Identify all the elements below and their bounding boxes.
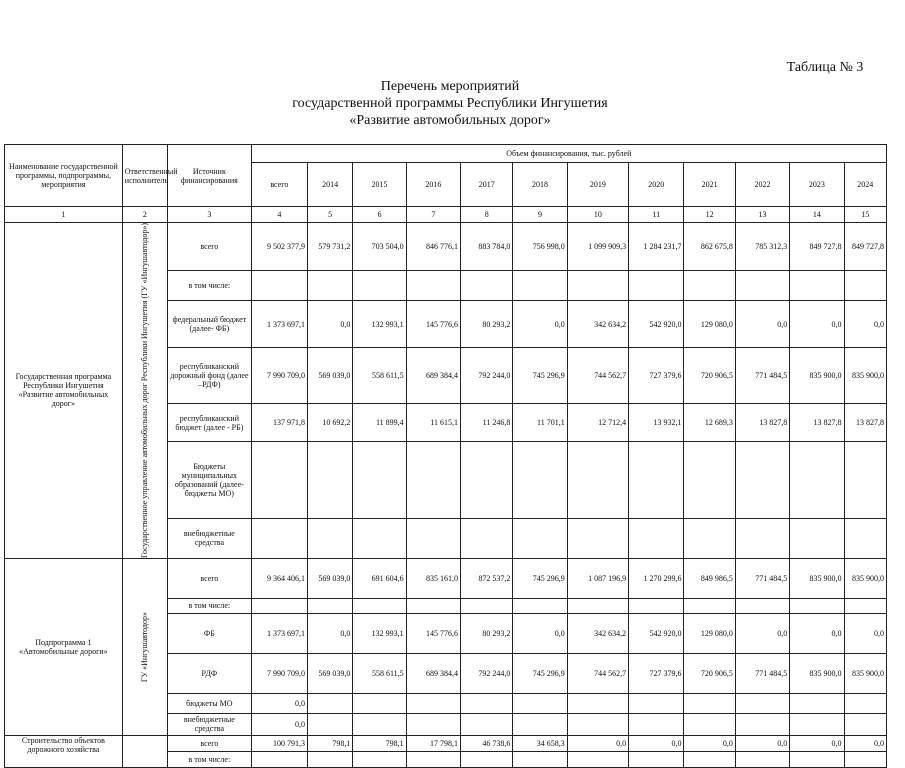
value-cell — [406, 713, 460, 735]
value-cell: 0,0 — [308, 613, 353, 653]
table-row — [5, 223, 887, 271]
value-cell: 744 562,7 — [567, 347, 628, 403]
program-responsible — [122, 223, 167, 559]
value-cell: 835 161,0 — [406, 558, 460, 598]
value-cell — [308, 598, 353, 613]
header-column-number: 2 — [122, 207, 167, 223]
header-name: Наименование государственной программы, подпрограммы, мероприятия — [5, 145, 123, 207]
value-cell: 137 971,8 — [251, 404, 307, 442]
value-cell: 835 900,0 — [844, 558, 886, 598]
value-cell: 7 990 709,0 — [251, 653, 307, 693]
header-column-number: 10 — [567, 207, 628, 223]
value-cell: 745 296,9 — [513, 347, 567, 403]
value-cell: 129 080,0 — [684, 613, 735, 653]
header-column-number: 6 — [353, 207, 406, 223]
source-label: всего — [168, 735, 252, 751]
value-cell: 1 373 697,1 — [251, 301, 307, 347]
value-cell — [308, 518, 353, 558]
source-label: внебюджетные средства — [168, 518, 252, 558]
title-line-3: «Развитие автомобильных дорог» — [349, 113, 551, 128]
source-label: в том числе: — [168, 751, 252, 767]
header-column-number: 14 — [790, 207, 844, 223]
value-cell: 129 080,0 — [684, 301, 735, 347]
value-cell — [353, 693, 406, 713]
value-cell: 835 900,0 — [790, 653, 844, 693]
header-year: 2023 — [790, 163, 844, 207]
value-cell — [567, 751, 628, 767]
header-source: Источник финансирования — [168, 145, 252, 207]
value-cell: 689 384,4 — [406, 653, 460, 693]
value-cell: 0,0 — [844, 613, 886, 653]
value-cell — [629, 713, 684, 735]
value-cell: 771 484,5 — [735, 558, 789, 598]
value-cell: 745 296,9 — [513, 653, 567, 693]
value-cell — [406, 751, 460, 767]
value-cell — [461, 693, 513, 713]
value-cell — [353, 713, 406, 735]
header-column-number: 13 — [735, 207, 789, 223]
value-cell — [513, 442, 567, 518]
value-cell: 11 615,1 — [406, 404, 460, 442]
value-cell: 11 899,4 — [353, 404, 406, 442]
value-cell — [684, 518, 735, 558]
value-cell: 145 776,6 — [406, 613, 460, 653]
value-cell — [844, 751, 886, 767]
value-cell — [567, 598, 628, 613]
source-label: в том числе: — [168, 598, 252, 613]
header-column-number: 4 — [251, 207, 307, 223]
value-cell: 849 727,8 — [844, 223, 886, 271]
source-label: ФБ — [168, 613, 252, 653]
header-year: 2015 — [353, 163, 406, 207]
value-cell: 771 484,5 — [735, 347, 789, 403]
header-column-number: 15 — [844, 207, 886, 223]
value-cell: 1 284 231,7 — [629, 223, 684, 271]
value-cell — [251, 751, 307, 767]
header-year: 2020 — [629, 163, 684, 207]
value-cell: 720 906,5 — [684, 347, 735, 403]
subprogram-responsible-text: ГУ «Ингушавтодор» — [140, 611, 150, 683]
value-cell — [513, 751, 567, 767]
value-cell — [735, 518, 789, 558]
source-label: в том числе: — [168, 271, 252, 301]
value-cell: 1 270 299,6 — [629, 558, 684, 598]
value-cell: 10 692,2 — [308, 404, 353, 442]
value-cell — [844, 693, 886, 713]
header-total: всего — [251, 163, 307, 207]
value-cell — [406, 518, 460, 558]
value-cell: 9 502 377,9 — [251, 223, 307, 271]
header-financing-group: Объем финансирования, тыс. рублей — [251, 145, 886, 163]
value-cell — [844, 271, 886, 301]
value-cell — [513, 598, 567, 613]
value-cell — [308, 693, 353, 713]
value-cell: 0,0 — [308, 301, 353, 347]
value-cell: 342 634,2 — [567, 613, 628, 653]
value-cell: 720 906,5 — [684, 653, 735, 693]
value-cell — [790, 271, 844, 301]
value-cell — [567, 518, 628, 558]
value-cell — [353, 442, 406, 518]
value-cell — [513, 271, 567, 301]
header-year: 2022 — [735, 163, 789, 207]
value-cell — [251, 271, 307, 301]
value-cell — [844, 598, 886, 613]
value-cell — [513, 518, 567, 558]
construction-name: Строительство объектов дорожного хозяйства — [5, 735, 123, 767]
value-cell — [735, 713, 789, 735]
value-cell — [406, 442, 460, 518]
value-cell: 798,1 — [353, 735, 406, 751]
value-cell: 558 611,5 — [353, 653, 406, 693]
value-cell — [629, 271, 684, 301]
value-cell: 0,0 — [684, 735, 735, 751]
value-cell — [735, 751, 789, 767]
value-cell: 0,0 — [567, 735, 628, 751]
value-cell — [406, 598, 460, 613]
value-cell — [684, 751, 735, 767]
value-cell: 727 379,6 — [629, 653, 684, 693]
source-label: бюджеты МО — [168, 693, 252, 713]
value-cell: 846 776,1 — [406, 223, 460, 271]
value-cell: 542 920,0 — [629, 301, 684, 347]
header-column-number: 1 — [5, 207, 123, 223]
value-cell: 1 099 909,3 — [567, 223, 628, 271]
document-title — [190, 78, 710, 129]
value-cell — [735, 598, 789, 613]
value-cell: 80 293,2 — [461, 301, 513, 347]
value-cell — [353, 518, 406, 558]
value-cell: 7 990 709,0 — [251, 347, 307, 403]
value-cell: 132 993,1 — [353, 301, 406, 347]
value-cell: 0,0 — [735, 735, 789, 751]
value-cell: 849 727,8 — [790, 223, 844, 271]
value-cell: 0,0 — [844, 301, 886, 347]
header-column-number: 9 — [513, 207, 567, 223]
value-cell — [461, 271, 513, 301]
header-year: 2014 — [308, 163, 353, 207]
value-cell: 0,0 — [790, 301, 844, 347]
source-label: всего — [168, 558, 252, 598]
value-cell — [513, 713, 567, 735]
header-year: 2019 — [567, 163, 628, 207]
value-cell: 883 784,0 — [461, 223, 513, 271]
value-cell — [790, 442, 844, 518]
value-cell — [790, 713, 844, 735]
value-cell — [684, 598, 735, 613]
value-cell: 579 731,2 — [308, 223, 353, 271]
value-cell: 849 986,5 — [684, 558, 735, 598]
value-cell: 0,0 — [735, 301, 789, 347]
financing-table — [4, 144, 887, 768]
header-year: 2017 — [461, 163, 513, 207]
header-year: 2021 — [684, 163, 735, 207]
value-cell: 0,0 — [790, 735, 844, 751]
source-label: федеральный бюджет (далее- ФБ) — [168, 301, 252, 347]
value-cell — [461, 713, 513, 735]
value-cell: 0,0 — [844, 735, 886, 751]
value-cell — [353, 271, 406, 301]
value-cell: 145 776,6 — [406, 301, 460, 347]
value-cell: 132 993,1 — [353, 613, 406, 653]
program-responsible-text: Государственное управление автомобильных дорог Республики Ингушетия (ГУ «Ингушавтодор») — [140, 223, 150, 558]
header-row-group — [5, 145, 887, 163]
table-row — [5, 735, 887, 751]
value-cell: 745 296,9 — [513, 558, 567, 598]
source-label: Бюджеты муниципальных образований (далее-бюджеты МО) — [168, 442, 252, 518]
value-cell: 798,1 — [308, 735, 353, 751]
value-cell: 11 246,8 — [461, 404, 513, 442]
value-cell: 342 634,2 — [567, 301, 628, 347]
value-cell: 12 712,4 — [567, 404, 628, 442]
value-cell — [308, 713, 353, 735]
value-cell — [629, 518, 684, 558]
header-numbers-row — [5, 207, 887, 223]
value-cell — [567, 271, 628, 301]
value-cell: 835 900,0 — [844, 653, 886, 693]
value-cell: 1 087 196,9 — [567, 558, 628, 598]
value-cell: 13 932,1 — [629, 404, 684, 442]
source-label: всего — [168, 223, 252, 271]
value-cell — [684, 693, 735, 713]
value-cell — [461, 598, 513, 613]
table-number-label: Таблица № 3 — [786, 60, 864, 75]
value-cell: 34 658,3 — [513, 735, 567, 751]
value-cell — [461, 751, 513, 767]
header-column-number: 7 — [406, 207, 460, 223]
header-column-number: 8 — [461, 207, 513, 223]
value-cell: 11 701,1 — [513, 404, 567, 442]
table-row — [5, 558, 887, 598]
value-cell — [461, 518, 513, 558]
value-cell — [790, 518, 844, 558]
value-cell: 17 798,1 — [406, 735, 460, 751]
value-cell — [735, 693, 789, 713]
value-cell: 792 244,0 — [461, 653, 513, 693]
value-cell — [353, 751, 406, 767]
value-cell: 862 675,8 — [684, 223, 735, 271]
header-year: 2024 — [844, 163, 886, 207]
value-cell — [461, 442, 513, 518]
value-cell — [406, 271, 460, 301]
value-cell — [629, 598, 684, 613]
value-cell — [406, 693, 460, 713]
value-cell — [308, 271, 353, 301]
value-cell: 835 900,0 — [844, 347, 886, 403]
value-cell — [735, 271, 789, 301]
source-label: РДФ — [168, 653, 252, 693]
value-cell: 46 738,6 — [461, 735, 513, 751]
value-cell: 835 900,0 — [790, 347, 844, 403]
value-cell: 835 900,0 — [790, 558, 844, 598]
value-cell: 12 689,3 — [684, 404, 735, 442]
value-cell — [684, 713, 735, 735]
value-cell: 703 504,0 — [353, 223, 406, 271]
value-cell — [567, 713, 628, 735]
value-cell: 542 920,0 — [629, 613, 684, 653]
value-cell: 13 827,8 — [844, 404, 886, 442]
value-cell — [735, 442, 789, 518]
value-cell: 771 484,5 — [735, 653, 789, 693]
value-cell — [629, 442, 684, 518]
header-column-number: 12 — [684, 207, 735, 223]
value-cell: 0,0 — [629, 735, 684, 751]
header-column-number: 11 — [629, 207, 684, 223]
subprogram-name: Подпрограмма 1 «Автомобильные дороги» — [5, 558, 123, 735]
value-cell: 13 827,8 — [735, 404, 789, 442]
value-cell — [567, 442, 628, 518]
value-cell: 80 293,2 — [461, 613, 513, 653]
header-column-number: 5 — [308, 207, 353, 223]
value-cell: 569 039,0 — [308, 653, 353, 693]
value-cell: 792 244,0 — [461, 347, 513, 403]
source-label: республиканский дорожный фонд (далее –РДФ) — [168, 347, 252, 403]
value-cell — [629, 751, 684, 767]
value-cell — [790, 751, 844, 767]
value-cell: 0,0 — [513, 301, 567, 347]
value-cell: 0,0 — [513, 613, 567, 653]
value-cell — [790, 693, 844, 713]
value-cell: 0,0 — [790, 613, 844, 653]
value-cell: 558 611,5 — [353, 347, 406, 403]
value-cell — [513, 693, 567, 713]
header-year: 2016 — [406, 163, 460, 207]
value-cell: 785 312,3 — [735, 223, 789, 271]
subprogram-responsible — [122, 558, 167, 735]
header-responsible: Ответственный исполнитель — [122, 145, 167, 207]
source-label: внебюджетные средства — [168, 713, 252, 735]
value-cell — [251, 518, 307, 558]
value-cell — [308, 442, 353, 518]
value-cell: 0,0 — [251, 693, 307, 713]
value-cell — [684, 442, 735, 518]
source-label: республиканский бюджет (далее - РБ) — [168, 404, 252, 442]
value-cell — [353, 598, 406, 613]
construction-responsible — [122, 735, 167, 767]
value-cell — [251, 442, 307, 518]
value-cell: 744 562,7 — [567, 653, 628, 693]
value-cell: 0,0 — [251, 713, 307, 735]
value-cell: 727 379,6 — [629, 347, 684, 403]
value-cell — [844, 518, 886, 558]
value-cell: 756 998,0 — [513, 223, 567, 271]
value-cell — [567, 693, 628, 713]
value-cell — [844, 442, 886, 518]
value-cell — [251, 598, 307, 613]
header-year: 2018 — [513, 163, 567, 207]
header-column-number: 3 — [168, 207, 252, 223]
value-cell: 0,0 — [735, 613, 789, 653]
value-cell — [844, 713, 886, 735]
value-cell — [308, 751, 353, 767]
value-cell: 691 604,6 — [353, 558, 406, 598]
value-cell — [684, 271, 735, 301]
value-cell: 100 791,3 — [251, 735, 307, 751]
value-cell: 872 537,2 — [461, 558, 513, 598]
program-name: Государственная программа Республики Ингушетия «Развитие автомобильных дорог» — [5, 223, 123, 559]
value-cell — [790, 598, 844, 613]
value-cell: 689 384,4 — [406, 347, 460, 403]
value-cell — [629, 693, 684, 713]
value-cell: 9 364 406,1 — [251, 558, 307, 598]
value-cell: 1 373 697,1 — [251, 613, 307, 653]
value-cell: 13 827,8 — [790, 404, 844, 442]
title-line-1: Перечень мероприятий — [380, 79, 520, 94]
value-cell: 569 039,0 — [308, 558, 353, 598]
value-cell: 569 039,0 — [308, 347, 353, 403]
title-line-2: государственной программы Республики Ингушетия — [292, 96, 608, 111]
